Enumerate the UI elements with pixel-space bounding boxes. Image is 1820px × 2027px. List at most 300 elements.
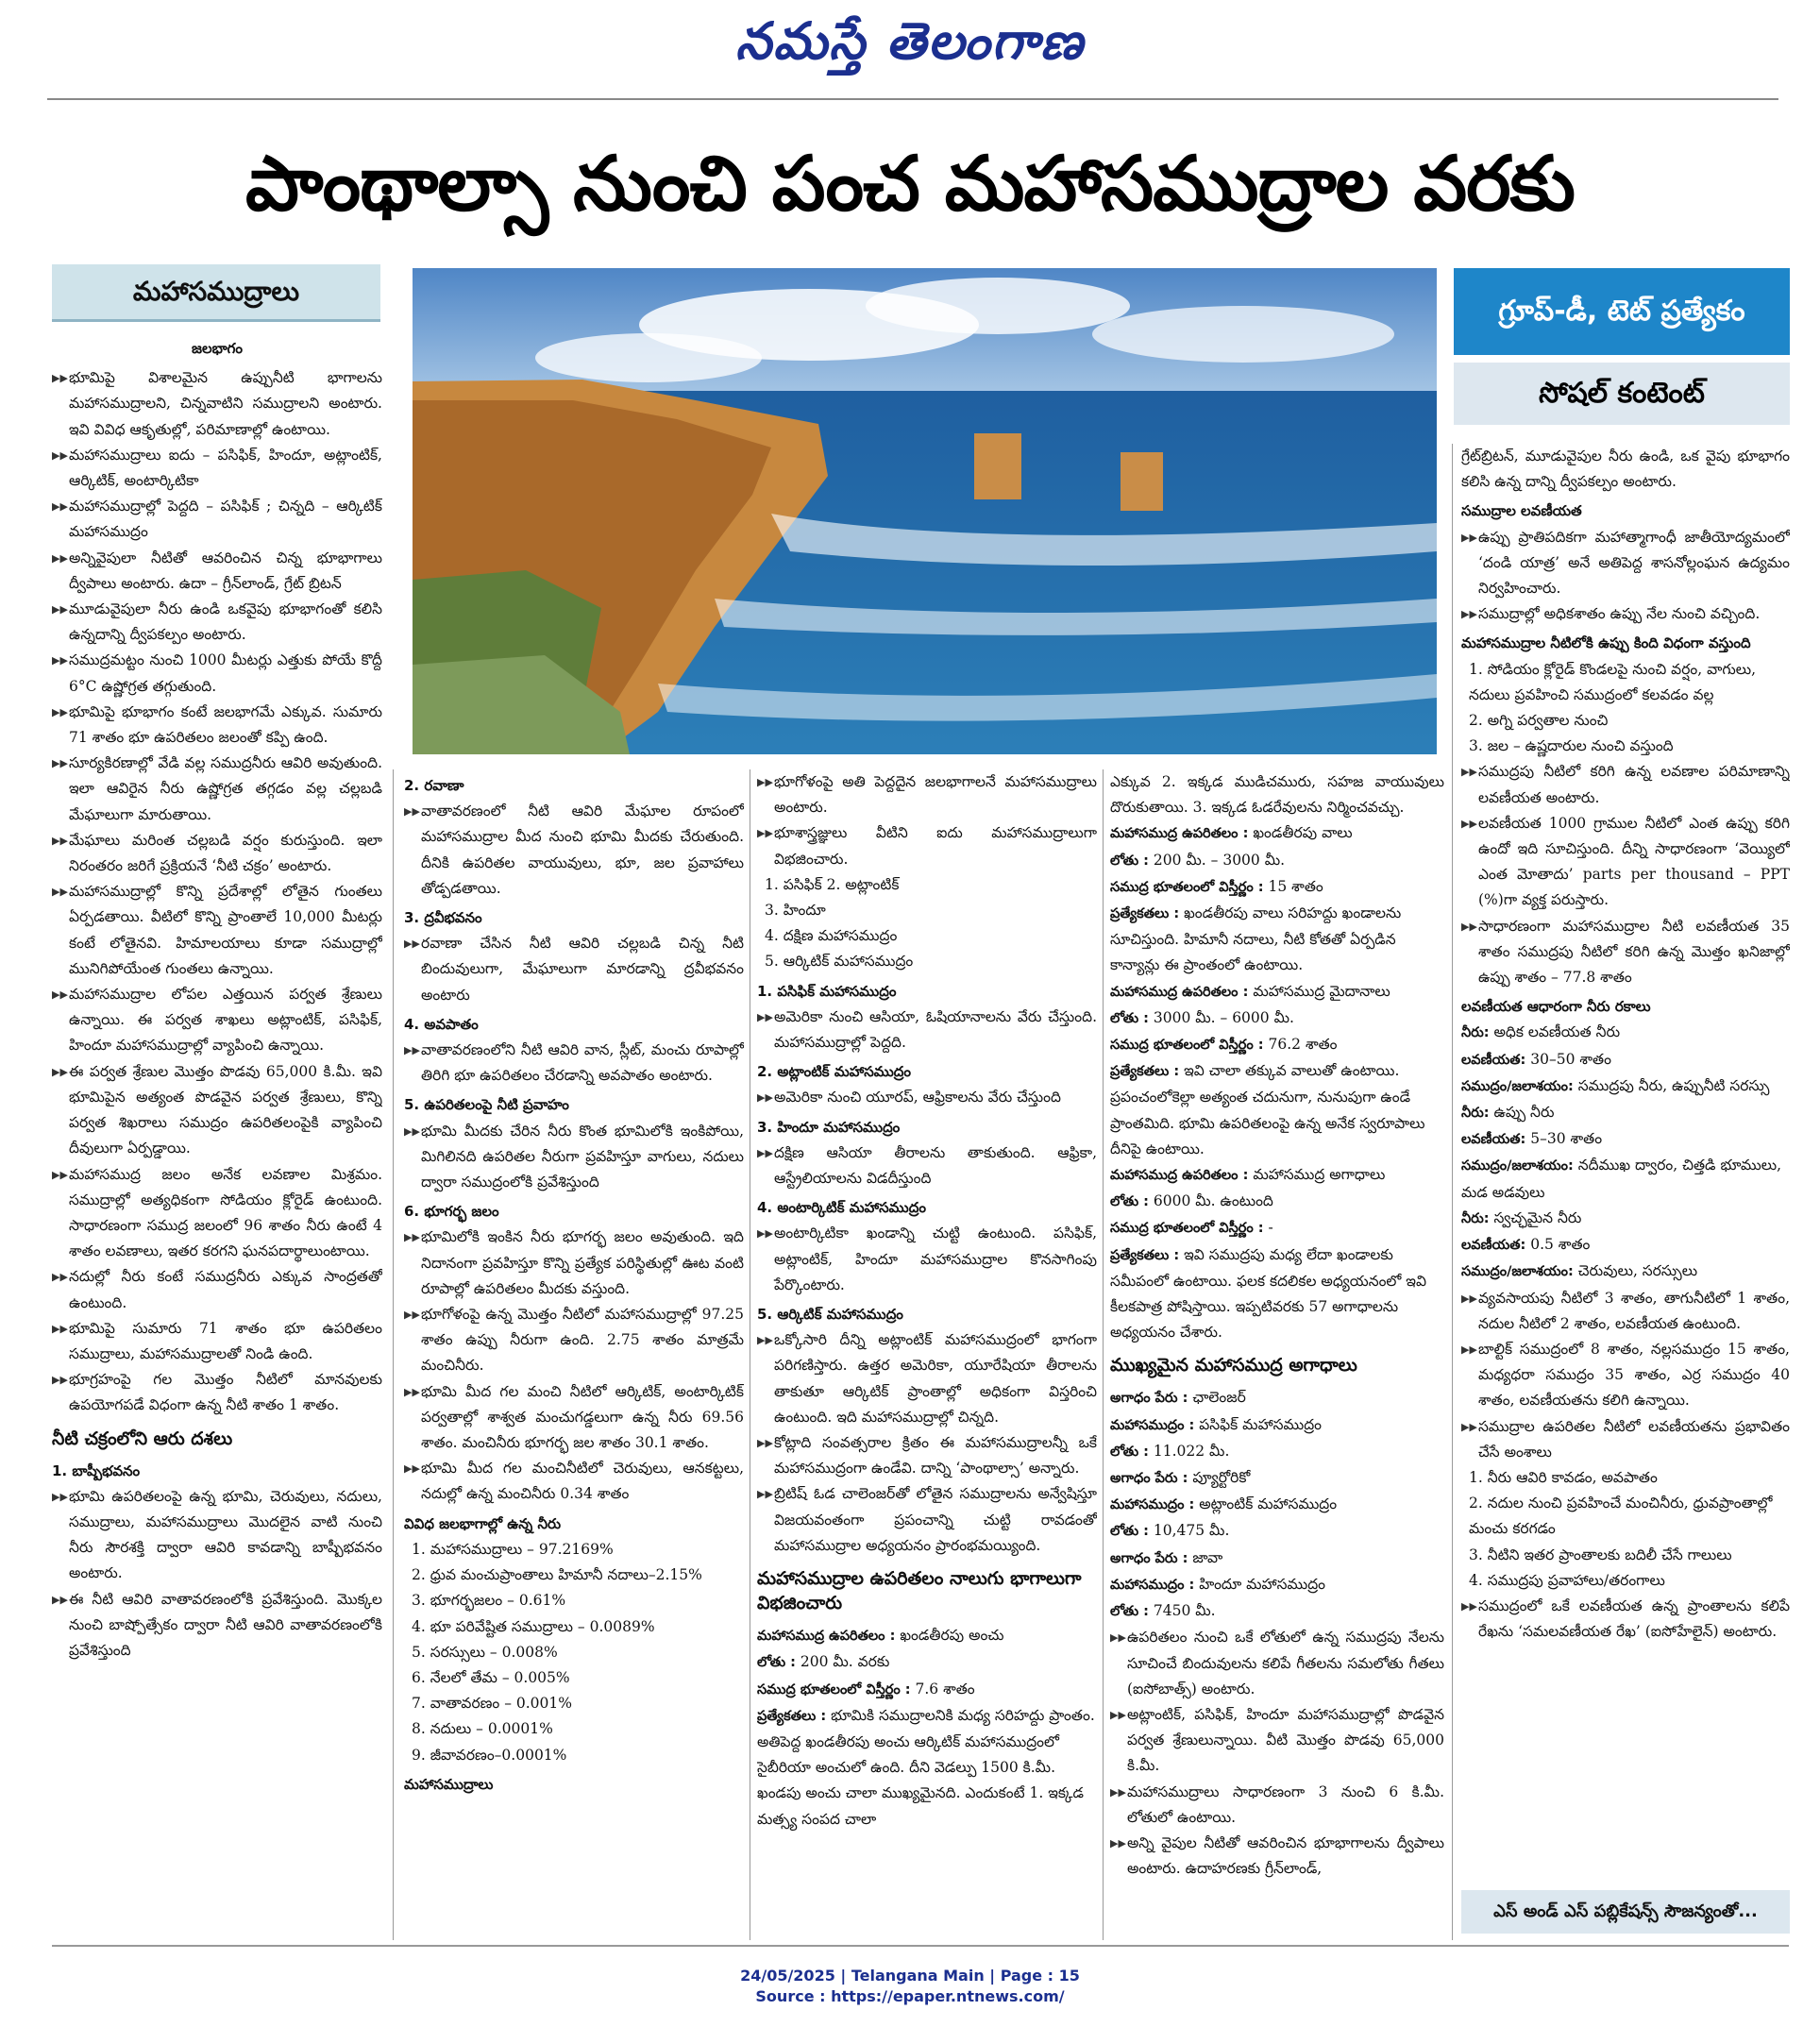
list-item: 1. నీరు ఆవిరి కావడం, అవపాతం	[1469, 1468, 1658, 1486]
list-item: 3. జల – ఉష్ణదారుల నుంచి వస్తుంది	[1469, 737, 1674, 755]
field-value: అధిక లవణీయత నీరు	[1493, 1023, 1621, 1041]
bullet-text: సముద్రంలో ఒకే లవణీయత ఉన్న ప్రాంతాలను కలిపే రేఖను ‘సమలవణీయత రేఖ’ (ఐసోహేలైన్) అంటారు.	[1478, 1596, 1790, 1641]
field-label: లవణీయత:	[1461, 1052, 1526, 1068]
bullet-item	[1461, 601, 1790, 627]
bullet-text: సాధారణంగా మహాసముద్రాల నీటి లవణీయత 35 శాతం సముద్రపు నీటిలో కరిగి ఉన్న మొత్తం ఖనిజాల్లో ఉప్పు శాతం – 77.8 శాతం	[1478, 917, 1790, 987]
bullet-item	[404, 1038, 744, 1089]
list-item: 4. సముద్రపు ప్రవాహాలు/తరంగాలు	[1469, 1571, 1665, 1589]
key-value-line	[1110, 979, 1444, 1005]
list-item: 8. నదులు – 0.0001%	[412, 1720, 553, 1738]
bullet-text: భూమిపై భూభాగం కంటే జలభాగమే ఎక్కువ. సుమారు 71 శాతం భూ ఉపరితలం జలంతో కప్పి ఉంది.	[69, 702, 382, 747]
article-column-1	[52, 332, 382, 1937]
list-item: 6. నేలలో తేమ – 0.005%	[412, 1668, 570, 1686]
coastline-photo	[413, 268, 1437, 754]
field-value: ఖండతీరపు వాలు	[1253, 824, 1353, 842]
bullet-icon: ▶▶	[52, 551, 68, 565]
bullet-icon: ▶▶	[404, 1462, 420, 1476]
bullet-item	[52, 494, 382, 545]
field-label: మహాసముద్ర ఉపరితలం :	[1110, 984, 1249, 1000]
bullet-icon: ▶▶	[52, 654, 68, 667]
bullet-item	[52, 1264, 382, 1315]
bullet-icon: ▶▶	[1461, 766, 1477, 779]
bullet-text: నదుల్లో నీరు కంటే సముద్రనీరు ఎక్కువ సాంద్రతతో ఉంటుంది.	[69, 1268, 382, 1311]
bullet-text: భూమి మీద గల మంచినీటిలో చెరువులు, ఆనకట్టలు, నదుల్లో ఉన్న మంచినీరు 0.34 శాతం	[421, 1460, 744, 1503]
bullet-text: భూగోళంపై ఉన్న మొత్తం నీటిలో మహాసముద్రాల్లో 97.25 శాతం ఉప్పు నీరుగా ఉంది. 2.75 శాతం మాత్రమే మంచినీరు.	[421, 1306, 744, 1375]
bullet-icon: ▶▶	[757, 827, 773, 840]
field-label: సముద్ర భూతలంలో విస్తీర్ణం :	[757, 1681, 911, 1698]
bullet-item	[1461, 1594, 1790, 1645]
bullet-item	[1461, 759, 1790, 810]
field-value: 7450 మీ.	[1153, 1602, 1216, 1620]
key-value-line	[1110, 1005, 1444, 1032]
divider	[52, 1945, 1789, 1947]
field-label: సముద్ర భూతలంలో విస్తీర్ణం :	[1110, 879, 1264, 895]
key-value-line	[1110, 1492, 1444, 1518]
courtesy-note: ఎస్ అండ్ ఎస్ పబ్లికేషన్స్ సౌజన్యంతో...	[1461, 1890, 1790, 1934]
bullet-item	[52, 1316, 382, 1367]
field-label: లవణీయత:	[1461, 1132, 1526, 1148]
key-value-line	[1110, 1215, 1444, 1242]
column-divider	[393, 769, 394, 1940]
key-value-line	[757, 1623, 1097, 1649]
field-label: మహాసముద్ర ఉపరితలం :	[757, 1629, 896, 1645]
bullet-item	[1461, 914, 1790, 991]
bullet-icon: ▶▶	[1461, 1599, 1477, 1613]
key-value-line	[1461, 1206, 1790, 1232]
field-value: ఉప్పు నీరు	[1493, 1104, 1555, 1122]
bullet-item	[1461, 1286, 1790, 1337]
bullet-item	[1110, 1702, 1444, 1780]
subheading: వివిధ జలభాగాల్లో ఉన్న నీరు	[404, 1514, 562, 1532]
bullet-icon: ▶▶	[52, 372, 68, 385]
field-label: మహాసముద్రం :	[1110, 1417, 1195, 1433]
bullet-icon: ▶▶	[52, 988, 68, 1002]
key-value-line	[1110, 901, 1444, 979]
source-link[interactable]: Source : https://epaper.ntnews.com/	[755, 1987, 1065, 2005]
bullet-icon: ▶▶	[757, 1010, 773, 1023]
bullet-text: సముద్రాల ఉపరితల నీటిలో లవణీయతను ప్రభావితం చేసే అంశాలు	[1478, 1417, 1790, 1461]
bullet-item	[757, 1005, 1097, 1056]
field-value: 7.6 శాతం	[915, 1680, 975, 1698]
bullet-icon: ▶▶	[52, 886, 68, 899]
bullet-item	[404, 931, 744, 1008]
bullet-icon: ▶▶	[404, 1385, 420, 1398]
field-label: సముద్ర భూతలంలో విస్తీర్ణం :	[1110, 1038, 1264, 1054]
key-value-line	[1110, 820, 1444, 847]
bullet-text: ఈ పర్వత శ్రేణుల మొత్తం పొడవు 65,000 కి.మీ. ఇవి భూమిపైన అత్యంత పొడవైన పర్వత శ్రేణులు, కొన్ని పర్వత శిఖరాలు సముద్రం ఉపరితలంపైకి వ్యాపించి దీవులుగా ఏర్పడ్డాయి.	[69, 1062, 382, 1157]
list-item: 1. పసిఫిక్ 2. అట్లాంటిక్	[765, 875, 900, 893]
subheading: 4. అంటార్కిటిక్ మహాసముద్రం	[757, 1199, 926, 1217]
bullet-icon: ▶▶	[1110, 1708, 1126, 1721]
masthead	[0, 0, 1820, 94]
bullet-text: మహాసముద్రాలు సాధారణంగా 3 నుంచి 6 కి.మీ. లోతులో ఉంటాయి.	[1127, 1782, 1444, 1826]
bullet-text: ఒక్కోసారి దీన్ని అట్లాంటిక్ మహాసముద్రంలో భాగంగా పరిగణిస్తారు. ఉత్తర అమెరికా, యూరేషియా తీరాలను తాకుతూ ఆర్కిటిక్ ప్రాంతాల్లో అధికంగా విస్తరించి ఉంటుంది. ఇది మహాసముద్రాల్లో చిన్నది.	[774, 1331, 1097, 1426]
bullet-icon: ▶▶	[52, 1168, 68, 1181]
bullet-text: అమెరికా నుంచి ఆసియా, ఓషియానాలను వేరు చేస్తుంది. మహాసముద్రాల్లో పెద్దది.	[774, 1007, 1097, 1052]
field-label: ప్రత్యేకతలు :	[1110, 906, 1180, 922]
section-heading: ముఖ్యమైన మహాసముద్ర అగాధాలు	[1110, 1355, 1357, 1377]
subheading: 1. బాష్పీభవనం	[52, 1461, 141, 1479]
key-value-line	[1461, 1073, 1790, 1100]
subheading: 4. అవపాతం	[404, 1015, 479, 1033]
subheading: సముద్రాల లవణీయత	[1461, 502, 1582, 520]
list-item: 2. ధ్రువ మంచుప్రాంతాలు హిమానీ నదాలు–2.15%	[412, 1566, 702, 1584]
key-value-line	[1110, 1439, 1444, 1465]
bullet-text: సూర్యకిరణాల్లో వేడి వల్ల సముద్రనీరు ఆవిరి అవుతుంది. ఇలా ఆవిరైన నీరు ఉష్ణోగ్రత తగ్గడం వల్ల చల్లబడి మేఘాలుగా మారుతాయి.	[69, 754, 382, 823]
subheading: మహాసముద్రాలు	[404, 1775, 494, 1793]
bullet-icon: ▶▶	[52, 1374, 68, 1387]
key-value-line	[1461, 1020, 1790, 1046]
bullet-icon: ▶▶	[757, 1227, 773, 1241]
bullet-item	[757, 1140, 1097, 1191]
bullet-icon: ▶▶	[1461, 531, 1477, 544]
key-value-line	[757, 1703, 1097, 1833]
bullet-text: వాతావరణంలోని నీటి ఆవిరి వాన, స్లీట్, మంచు రూపాల్లో తిరిగి భూ ఉపరితలం చేరడాన్ని అవపాతం అంటారు.	[421, 1041, 744, 1085]
bullet-icon: ▶▶	[404, 937, 420, 951]
bullet-text: సముద్రపు నీటిలో కరిగి ఉన్న లవణాల పరిమాణాన్ని లవణీయత అంటారు.	[1478, 763, 1790, 806]
section-heading: మహాసముద్రాల ఉపరితలం నాలుగు భాగాలుగా విభజించారు	[757, 1568, 1082, 1614]
field-label: మహాసముద్ర ఉపరితలం :	[1110, 1168, 1249, 1184]
bullet-text: బ్రిటిష్ ఓడ చాలెంజర్‌తో లోతైన సముద్రాలను అన్వేషిస్తూ విజయవంతంగా ప్రపంచాన్ని చుట్టి రావడంతో మహాసముద్రాల అధ్యయనం ప్రారంభమయ్యింది.	[774, 1485, 1097, 1554]
key-value-line	[1110, 1546, 1444, 1572]
bullet-text: అన్నివైపులా నీటితో ఆవరించిన చిన్న భూభాగాలు ద్వీపాలు అంటారు. ఉదా – గ్రీన్‌లాండ్, గ్రేట్ బ్రిటన్	[69, 549, 382, 592]
bullet-icon: ▶▶	[52, 834, 68, 847]
bullet-item	[1110, 1831, 1444, 1882]
field-value: -	[1268, 1219, 1273, 1237]
bullet-text: దక్షిణ ఆసియా తీరాలను తాకుతుంది. ఆఫ్రికా, ఆస్ట్రేలియాలను విడదీస్తుంది	[774, 1143, 1097, 1188]
bullet-item	[404, 1119, 744, 1196]
field-label: లోతు :	[1110, 1444, 1149, 1460]
bullet-text: మహాసముద్రాల్లో పెద్దది – పసిఫిక్ ; చిన్నది – ఆర్కిటిక్ మహాసముద్రం	[69, 498, 382, 541]
list-item: 1. సోడియం క్లోరైడ్ కొండలపై నుంచి వర్షం, వాగులు, నదులు ప్రవహించి సముద్రంలో కలవడం వల్ల	[1469, 660, 1757, 703]
bullet-item	[52, 1162, 382, 1265]
list-item: 5. ఆర్కిటిక్ మహాసముద్రం	[765, 953, 914, 971]
field-label: అగాధం పేరు :	[1110, 1471, 1188, 1487]
field-value: హిందూ మహాసముద్రం	[1199, 1575, 1326, 1593]
bullet-icon: ▶▶	[1461, 920, 1477, 933]
bullet-icon: ▶▶	[404, 1309, 420, 1322]
key-value-line	[1110, 1242, 1444, 1346]
bullet-item	[404, 1456, 744, 1507]
bullet-item	[52, 1367, 382, 1418]
field-value: ఖండతీరపు అంచు	[900, 1627, 1004, 1645]
bullet-item	[757, 1430, 1097, 1481]
bullet-text: అట్లాంటిక్, పసిఫిక్, హిందూ మహాసముద్రాల్లో పొడవైన పర్వత శ్రేణులున్నాయి. వీటి మొత్తం పొడవు 65,000 కి.మీ.	[1127, 1705, 1444, 1775]
article-column-5	[1461, 444, 1790, 1879]
bullet-item	[52, 1059, 382, 1162]
bullet-icon: ▶▶	[404, 1231, 420, 1244]
field-label: మహాసముద్రం :	[1110, 1497, 1195, 1513]
field-value: 200 మీ. – 3000 మీ.	[1153, 851, 1286, 869]
bullet-icon: ▶▶	[404, 1044, 420, 1057]
bullet-item	[52, 700, 382, 751]
exam-badge: గ్రూప్-డీ, టెట్ ప్రత్యేకం	[1454, 268, 1790, 355]
bullet-text: బాల్టిక్ సముద్రంలో 8 శాతం, నల్లసముద్రం 15 శాతం, మధ్యధరా సముద్రం 35 శాతం, ఎర్ర సముద్రం 40 శాతం, లవణీయతను కలిగి ఉన్నాయి.	[1478, 1340, 1790, 1410]
list-item: 2. నదుల నుంచి ప్రవహించే మంచినీరు, ధ్రువప్రాంతాల్లో మంచు కరగడం	[1469, 1495, 1773, 1538]
bullet-item	[52, 443, 382, 494]
field-label: నీరు:	[1461, 1106, 1490, 1122]
bullet-text: అంటార్కిటికా ఖండాన్ని చుట్టి ఉంటుంది. పసిఫిక్, అట్లాంటిక్, హిందూ మహాసముద్రాల కొనసాగింపు పేర్కొంటారు.	[774, 1225, 1097, 1293]
field-value: ఖండతీరపు వాలు సరిహద్దు ఖండాలను సూచిస్తుంది. హిమానీ నదాలు, నీటి కోతతో ఏర్పడిన కాన్యాన్లు ఈ ప్రాంతంలో ఉంటాయి.	[1110, 904, 1402, 974]
list-item: 3. నీటిని ఇతర ప్రాంతాలకు బదిలీ చేసే గాలులు	[1469, 1546, 1732, 1563]
bullet-text: భూమి ఉపరితలంపై ఉన్న భూమి, చెరువులు, నదులు, సముద్రాలు, మహాసముద్రాలు మొదలైన వాటి నుంచి నీరు సౌరశక్తి ద్వారా ఆవిరి కావడాన్ని బాష్పీభవనం అంటారు.	[69, 1487, 382, 1582]
field-label: లోతు :	[1110, 1524, 1149, 1540]
bullet-item	[52, 828, 382, 879]
bullet-icon: ▶▶	[1461, 1292, 1477, 1305]
edition-info: 24/05/2025 | Telangana Main | Page : 15	[740, 1967, 1080, 1985]
field-value: మహాసముద్ర మైదానాలు	[1253, 982, 1390, 1000]
bullet-icon: ▶▶	[52, 1322, 68, 1335]
bullet-icon: ▶▶	[404, 1124, 420, 1138]
bullet-item	[1110, 1780, 1444, 1831]
field-label: మహాసముద్రం :	[1110, 1577, 1195, 1593]
bullet-text: మహాసముద్రాల్లో కొన్ని ప్రదేశాల్లో లోతైన గుంతలు ఏర్పడతాయి. వీటిలో కొన్ని ప్రాంతాలే 10,000 మీటర్లు కంటే లోతైనవి. హిమాలయాలు కూడా సముద్రాల్లో మునిగిపోయేంత గుంతలు ఉన్నాయి.	[69, 883, 382, 977]
key-value-line	[1461, 1126, 1790, 1153]
bullet-item	[1461, 811, 1790, 914]
column-divider	[1103, 769, 1104, 1940]
field-value: ఇవి సముద్రపు మధ్య లేదా ఖండాలకు సమీపంలో ఉంటాయి. ఫలక కదలికల అధ్యయనంలో ఇవి కీలకపాత్ర పోషిస్తాయి. ఇప్పటివరకు 57 అగాధాలను అధ్యయనం చేశారు.	[1110, 1245, 1427, 1342]
bullet-item	[1461, 525, 1790, 602]
field-value: అట్లాంటిక్ మహాసముద్రం	[1199, 1495, 1338, 1513]
field-label: ప్రత్యేకతలు :	[1110, 1247, 1180, 1263]
field-label: లవణీయత:	[1461, 1238, 1526, 1254]
bullet-item	[52, 597, 382, 648]
divider	[47, 98, 1778, 100]
field-label: లోతు :	[1110, 1194, 1149, 1210]
key-value-line	[1110, 1598, 1444, 1625]
bullet-item	[52, 648, 382, 699]
field-value: 76.2 శాతం	[1268, 1036, 1338, 1054]
field-label: నీరు:	[1461, 1025, 1490, 1041]
bullet-text: మూడువైపులా నీరు ఉండి ఒకవైపు భూభాగంతో కలిసి ఉన్నదాన్ని ద్వీపకల్పం అంటారు.	[69, 600, 382, 644]
key-value-line	[1110, 1058, 1444, 1162]
key-value-line	[1461, 1232, 1790, 1258]
bullet-icon: ▶▶	[1110, 1631, 1126, 1645]
bullet-text: సముద్రమట్టం నుంచి 1000 మీటర్లు ఎత్తుకు పోయే కొద్దీ 6°C ఉష్ణోగ్రత తగ్గుతుంది.	[69, 651, 382, 695]
bullet-text: భూశాస్త్రజ్ఞులు వీటిని ఐదు మహాసముద్రాలుగా విభజించారు.	[774, 824, 1097, 868]
bullet-text: భూగ్రహంపై గల మొత్తం నీటిలో మానవులకు ఉపయోగపడే విధంగా ఉన్న నీటి శాతం 1 శాతం.	[69, 1371, 382, 1414]
bullet-text: అమెరికా నుంచి యూరప్, ఆఫ్రికాలను వేరు చేస్తుంది	[774, 1089, 1061, 1106]
bullet-icon: ▶▶	[1461, 1420, 1477, 1433]
bullet-item	[404, 1225, 744, 1302]
bullet-icon: ▶▶	[404, 805, 420, 819]
bullet-item	[404, 1302, 744, 1379]
bullet-text: మేఘాలు మరింత చల్లబడి వర్షం కురుస్తుంది. ఇలా నిరంతరం జరిగే ప్రక్రియనే ‘నీటి చక్రం’ అంటారు.	[69, 831, 382, 875]
bullet-item	[52, 751, 382, 828]
bullet-text: అన్ని వైపుల నీటితో ఆవరించిన భూభాగాలను ద్వీపాలు అంటారు. ఉదాహరణకు గ్రీన్‌లాండ్,	[1127, 1833, 1444, 1878]
bullet-text: సముద్రాల్లో అధికశాతం ఉప్పు నేల నుంచి వచ్చింది.	[1478, 605, 1761, 623]
bullet-item	[52, 982, 382, 1059]
bullet-icon: ▶▶	[757, 1488, 773, 1501]
newspaper-logo: నమస్తే తెలంగాణ	[735, 10, 1085, 71]
bullet-icon: ▶▶	[52, 1490, 68, 1503]
bullet-text: ఈ నీటి ఆవిరి వాతావరణంలోకి ప్రవేశిస్తుంది. మొక్కల నుంచి బాష్పోత్సేకం ద్వారా నీటి ఆవిరి వాతావరణంలోకి ప్రవేశిస్తుంది	[69, 1590, 382, 1659]
section-heading: నీటి చక్రంలోని ఆరు దశలు	[52, 1427, 233, 1449]
field-label: లోతు :	[1110, 1010, 1149, 1026]
key-value-line	[1461, 1153, 1790, 1205]
subheading: 3. ద్రవీభవనం	[404, 909, 482, 927]
field-value: 10,475 మీ.	[1153, 1522, 1230, 1540]
field-label: లోతు :	[1110, 853, 1149, 869]
bullet-text: ఉప్పు ప్రాతిపదికగా మహాత్మాగాంధీ జాతీయోద్యమంలో ‘దండి యాత్ర’ అనే అతిపెద్ద శాసనోల్లంఘన ఉద్యమం నిర్వహించారు.	[1478, 528, 1790, 598]
field-value: 30–50 శాతం	[1530, 1050, 1611, 1068]
field-label: నీరు:	[1461, 1210, 1490, 1226]
bullet-icon: ▶▶	[757, 1091, 773, 1105]
subheading: జలభాగం	[191, 340, 244, 357]
key-value-line	[1461, 1100, 1790, 1126]
bullet-text: లవణీయత 1000 గ్రాముల నీటిలో ఎంత ఉప్పు కరిగి ఉందో ఇది సూచిస్తుంది. దీన్ని సాధారణంగా ‘వెయ్యిలో ఎంత మోతాదు’ parts per thousand – PPT (%)గా వ్యక్త పరుస్తారు.	[1478, 814, 1790, 909]
list-item: 3. హిందూ	[765, 902, 826, 920]
field-value: జావా	[1192, 1548, 1223, 1566]
key-value-line	[1110, 1032, 1444, 1058]
list-item: 4. దక్షిణ మహాసముద్రం	[765, 927, 898, 945]
list-item: 4. భూ పరివేష్టిత సముద్రాలు – 0.0089%	[412, 1617, 655, 1635]
field-value: స్వచ్ఛమైన నీరు	[1493, 1208, 1582, 1226]
key-value-line	[1110, 1189, 1444, 1215]
page-headline: పాంథాల్సా నుంచి పంచ మహాసముద్రాల వరకు	[245, 140, 1575, 228]
bullet-icon: ▶▶	[52, 757, 68, 770]
article-column-3	[757, 769, 1097, 1940]
field-label: ప్రత్యేకతలు :	[1110, 1064, 1180, 1080]
bullet-icon: ▶▶	[1110, 1836, 1126, 1850]
subheading: లవణీయత ఆధారంగా నీరు రకాలు	[1461, 998, 1651, 1016]
bullet-item	[1461, 1337, 1790, 1414]
bullet-item	[404, 1379, 744, 1457]
field-value: 5–30 శాతం	[1530, 1130, 1603, 1148]
key-value-line	[1461, 1047, 1790, 1073]
key-value-line	[1110, 1412, 1444, 1439]
bullet-item	[757, 769, 1097, 820]
bullet-item	[757, 1481, 1097, 1559]
subject-badge: సోషల్ కంటెంట్	[1454, 363, 1790, 425]
page-footer	[0, 1966, 1820, 2007]
subheading: 5. ఉపరితలంపై నీటి ప్రవాహం	[404, 1096, 569, 1114]
bullet-item	[1461, 1414, 1790, 1465]
bullet-text: వ్యవసాయపు నీటిలో 3 శాతం, తాగునీటిలో 1 శాతం, నదుల నీటిలో 2 శాతం, లవణీయత ఉంటుంది.	[1478, 1289, 1790, 1332]
bullet-icon: ▶▶	[757, 776, 773, 788]
field-label: సముద్రం/జలాశయం:	[1461, 1078, 1574, 1094]
bullet-item	[757, 820, 1097, 871]
key-value-line	[1110, 848, 1444, 874]
bullet-icon: ▶▶	[52, 603, 68, 617]
bullet-icon: ▶▶	[52, 500, 68, 514]
subheading: మహాసముద్రాల నీటిలోకి ఉప్పు కింది విధంగా వస్తుంది	[1461, 634, 1751, 652]
bullet-icon: ▶▶	[52, 1593, 68, 1606]
key-value-line	[1110, 1518, 1444, 1545]
bullet-icon: ▶▶	[1461, 608, 1477, 621]
bullet-item	[52, 546, 382, 597]
bullet-item	[52, 365, 382, 443]
field-label: సముద్రం/జలాశయం:	[1461, 1264, 1574, 1280]
bullet-item	[52, 879, 382, 982]
list-item: 5. సరస్సులు – 0.008%	[412, 1643, 558, 1661]
field-label: ప్రత్యేకతలు :	[757, 1708, 827, 1724]
field-label: లోతు :	[1110, 1604, 1149, 1620]
list-item: 7. వాతావరణం – 0.001%	[412, 1695, 572, 1713]
bullet-text: భూగోళంపై అతి పెద్దదైన జలభాగాలనే మహాసముద్రాలు అంటారు.	[774, 773, 1097, 817]
bullet-icon: ▶▶	[757, 1437, 773, 1450]
bullet-text: భూమి మీదకు చేరిన నీరు కొంత భూమిలోకి ఇంకిపోయి, మిగిలినది ఉపరితల నీరుగా ప్రవహిస్తూ వాగులు, నదులు ద్వారా సముద్రంలోకి ప్రవేశిస్తుంది	[421, 1122, 744, 1191]
article-column-2	[404, 769, 744, 1940]
article-column-4	[1110, 769, 1444, 1940]
bullet-icon: ▶▶	[757, 1146, 773, 1159]
bullet-text: భూమిపై సుమారు 71 శాతం భూ ఉపరితలం సముద్రాలు, మహాసముద్రాలతో నిండి ఉంది.	[69, 1319, 382, 1362]
key-value-line	[1110, 1572, 1444, 1598]
key-value-line	[1461, 1258, 1790, 1285]
column-divider	[1452, 444, 1453, 1940]
field-value: భూమికి సముద్రాలనికి మధ్య సరిహద్దు ప్రాంతం. అతిపెద్ద ఖండతీరపు అంచు ఆర్కిటిక్ మహాసముద్రంలో సైబీరియా అంచులో ఉంది. దీని వెడల్పు 1500 కి.మీ. ఖండపు అంచు చాలా ముఖ్యమైనది. ఎందుకంటే 1. ఇక్కడ మత్స్య సంపద చాలా	[757, 1706, 1095, 1828]
bullet-icon: ▶▶	[1110, 1785, 1126, 1799]
bullet-item	[52, 1587, 382, 1664]
bullet-item	[757, 1085, 1097, 1110]
list-item: 1. మహాసముద్రాలు – 97.2169%	[412, 1540, 614, 1558]
paragraph: ఎక్కువ 2. ఇక్కడ ముడిచమురు, సహజ వాయువులు దొరుకుతాయి. 3. ఇక్కడ ఓడరేవులను నిర్మించవచ్చు.	[1110, 773, 1444, 817]
field-value: 3000 మీ. – 6000 మీ.	[1153, 1008, 1294, 1026]
bullet-text: మహాసముద్రాలు ఐదు – పసిఫిక్, హిందూ, అట్లాంటిక్, ఆర్కిటిక్, అంటార్కిటికా	[69, 446, 382, 490]
subheading: 5. ఆర్కిటిక్ మహాసముద్రం	[757, 1306, 903, 1324]
key-value-line	[1110, 1385, 1444, 1411]
field-value: సముద్రపు నీరు, ఉప్పునీటి సరస్సు	[1577, 1076, 1770, 1094]
bullet-text: భూమి మీద గల మంచి నీటిలో ఆర్కిటిక్, అంటార్కిటిక్ పర్వతాల్లో శాశ్వత మంచుగడ్డలుగా ఉన్న నీరు 69.56 శాతం. మంచినీరు భూగర్భ జల శాతం 30.1 శాతం.	[421, 1382, 744, 1452]
bullet-icon: ▶▶	[1461, 1343, 1477, 1356]
bullet-item	[404, 799, 744, 902]
field-value: చెరువులు, సరస్సులు	[1577, 1262, 1698, 1280]
bullet-text: వాతావరణంలో నీటి ఆవిరి మేఘాల రూపంలో మహాసముద్రాల మీద నుంచి భూమి మీదకు చేరుతుంది. దీనికి ఉపరితల వాయువులు, భూ, జల ప్రవాహాలు తోడ్పడతాయి.	[421, 802, 744, 897]
field-value: ఇవి చాలా తక్కువ వాలుతో ఉంటాయి. ప్రపంచంలోకెల్లా అత్యంత చదునుగా, నునుపుగా ఉండే ప్రాంతమిది. భూమి ఉపరితలంపై ఉన్న అనేక స్వరూపాలు దీనిపై ఉంటాయి.	[1110, 1062, 1425, 1157]
bullet-text: భూమిలోకి ఇంకిన నీరు భూగర్భ జలం అవుతుంది. ఇది నిదానంగా ప్రవహిస్తూ కొన్ని ప్రత్యేక పరిస్థితుల్లో ఊట వంటి రూపాల్లో ఉపరితలం మీదకు వస్తుంది.	[421, 1228, 744, 1297]
field-label: లోతు :	[757, 1655, 796, 1671]
field-value: 0.5 శాతం	[1530, 1236, 1591, 1254]
field-value: పసిఫిక్ మహాసముద్రం	[1199, 1415, 1323, 1433]
field-value: ఛాలెంజర్	[1192, 1389, 1246, 1407]
list-item: 9. జీవావరణం–0.0001%	[412, 1746, 567, 1764]
bullet-item	[52, 1484, 382, 1587]
bullet-icon: ▶▶	[52, 1065, 68, 1078]
subheading: 3. హిందూ మహాసముద్రం	[757, 1118, 901, 1136]
bullet-icon: ▶▶	[52, 448, 68, 462]
field-value: 15 శాతం	[1268, 877, 1323, 895]
field-value: నదీముఖ ద్వారం, చిత్తడి భూములు, మడ అడవులు	[1461, 1157, 1781, 1201]
field-label: సముద్రం/జలాశయం:	[1461, 1158, 1574, 1174]
bullet-icon: ▶▶	[52, 705, 68, 718]
field-value: 11.022 మీ.	[1153, 1442, 1230, 1460]
subheading: 2. అట్లాంటిక్ మహాసముద్రం	[757, 1063, 911, 1081]
bullet-item	[1110, 1625, 1444, 1702]
field-value: మహాసముద్ర అగాధాలు	[1253, 1166, 1386, 1184]
field-label: సముద్ర భూతలంలో విస్తీర్ణం :	[1110, 1221, 1264, 1237]
key-value-line	[757, 1677, 1097, 1703]
subheading: 6. భూగర్భ జలం	[404, 1203, 499, 1221]
list-item: 2. అగ్ని పర్వతాల నుంచి	[1469, 712, 1609, 730]
bullet-text: మహాసముద్ర జలం అనేక లవణాల మిశ్రమం. సముద్రాల్లో అత్యధికంగా సోడియం క్లోరైడ్ ఉంటుంది. సాధారణంగా సముద్ర జలంలో 96 శాతం నీరు ఉంటే 4 శాతం లవణాలు, ఇతర కరగని ఘనపదార్థాలుంటాయి.	[69, 1165, 382, 1260]
field-value: 6000 మీ. ఉంటుంది	[1153, 1192, 1273, 1210]
field-label: అగాధం పేరు :	[1110, 1391, 1188, 1407]
key-value-line	[757, 1649, 1097, 1676]
key-value-line	[1110, 874, 1444, 901]
bullet-text: రవాణా చేసిన నీటి ఆవిరి చల్లబడి చిన్న నీటి బిందువులుగా, మేఘాలుగా మారడాన్ని ద్రవీభవనం అంటారు	[421, 935, 744, 1004]
bullet-text: భూమిపై విశాలమైన ఉప్పునీటి భాగాలను మహాసముద్రాలని, చిన్నవాటిని సముద్రాలని అంటారు. ఇవి వివిధ ఆకృతుల్లో, పరిమాణాల్లో ఉంటాయి.	[69, 369, 382, 438]
field-label: మహాసముద్ర ఉపరితలం :	[1110, 826, 1249, 842]
list-item: 3. భూగర్భజలం – 0.61%	[412, 1592, 566, 1610]
bullet-icon: ▶▶	[757, 1334, 773, 1347]
field-label: అగాధం పేరు :	[1110, 1550, 1188, 1566]
key-value-line	[1110, 1162, 1444, 1189]
bullet-item	[757, 1221, 1097, 1298]
field-value: ప్యూర్టోరికో	[1192, 1469, 1251, 1487]
paragraph: గ్రేట్‌బ్రిటన్, మూడువైపుల నీరు ఉండి, ఒక వైపు భూభాగం కలిసి ఉన్న దాన్ని ద్వీపకల్పం అంటారు.	[1461, 448, 1790, 491]
bullet-text: మహాసముద్రాల లోపల ఎత్తయిన పర్వత శ్రేణులు ఉన్నాయి. ఈ పర్వత శాఖలు అట్లాంటిక్, పసిఫిక్, హిందూ మహాసముద్రాల్లో వ్యాపించి ఉన్నాయి.	[69, 986, 382, 1055]
subheading: 2. రవాణా	[404, 777, 464, 794]
